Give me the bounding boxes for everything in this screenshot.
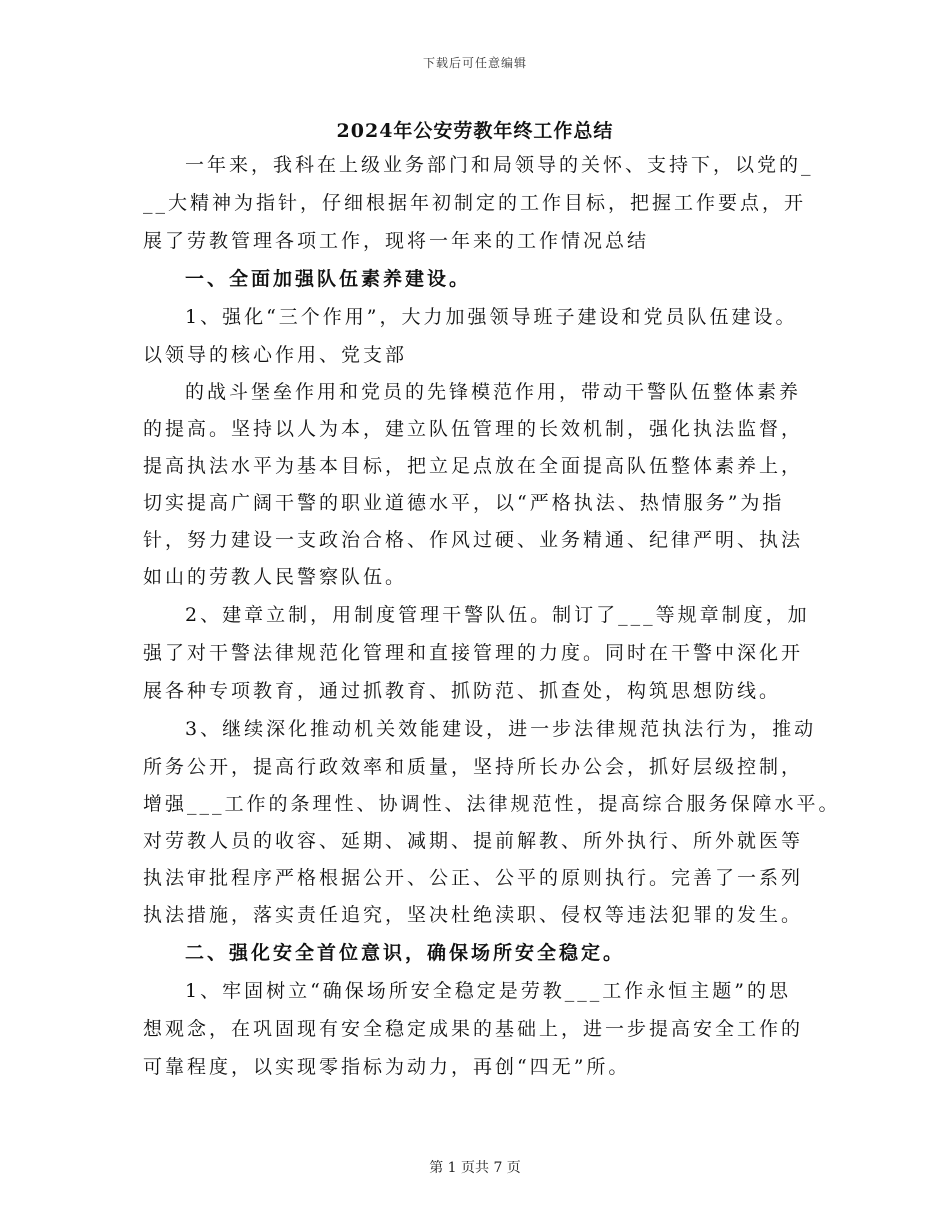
body-line: 2、建章立制，用制度管理干警队伍。制订了___等规章制度，加 [185, 604, 810, 626]
body-line: 对劳教人员的收容、延期、减期、提前解教、所外执行、所外就医等 [143, 830, 804, 852]
section-heading: 一、全面加强队伍素养建设。 [185, 268, 472, 290]
body-line: 执法措施，落实责任追究，坚决杜绝渎职、侵权等违法犯罪的发生。 [143, 904, 804, 926]
body-line: 一年来，我科在上级业务部门和局领导的关怀、支持下，以党的_ [185, 154, 814, 176]
body-line: 可靠程度，以实现零指标为动力，再创“四无”所。 [143, 1056, 631, 1078]
body-line: 想观念，在巩固现有安全稳定成果的基础上，进一步提高安全工作的 [143, 1018, 804, 1040]
body-line: 的提高。坚持以人为本，建立队伍管理的长效机制，强化执法监督， [143, 418, 804, 440]
body-line: 切实提高广阔干警的职业道德水平，以“严格执法、热情服务”为指 [143, 492, 785, 514]
body-line: 执法审批程序严格根据公开、公正、公平的原则执行。完善了一系列 [143, 867, 804, 889]
body-line: 如山的劳教人民警察队伍。 [143, 566, 408, 588]
body-line: 增强___工作的条理性、协调性、法律规范性，提高综合服务保障水平。 [143, 793, 841, 815]
body-line: 的战斗堡垒作用和党员的先锋模范作用，带动干警队伍整体素养 [185, 381, 802, 403]
body-line: 1、强化“三个作用”，大力加强领导班子建设和党员队伍建设。 [185, 306, 798, 328]
page-footer: 第 1 页共 7 页 [429, 1160, 521, 1176]
body-line: __大精神为指针，仔细根据年初制定的工作目标，把握工作要点，开 [143, 192, 807, 214]
document-title: 2024年公安劳教年终工作总结 [336, 120, 614, 142]
body-line: 针，努力建设一支政治合格、作风过硬、业务精通、纪律严明、执法 [143, 529, 804, 551]
section-heading: 二、强化安全首位意识，确保场所安全稳定。 [185, 942, 626, 964]
body-line: 强了对干警法律规范化管理和直接管理的力度。同时在干警中深化开 [143, 642, 804, 664]
body-line: 3、继续深化推动机关效能建设，进一步法律规范执法行为，推动 [185, 718, 817, 740]
body-line: 所务公开，提高行政效率和质量，坚持所长办公会，抓好层级控制， [143, 756, 804, 778]
header-note: 下载后可任意编辑 [422, 56, 527, 70]
body-line: 1、牢固树立“确保场所安全稳定是劳教___工作永恒主题”的思 [185, 980, 792, 1002]
body-line: 提高执法水平为基本目标，把立足点放在全面提高队伍整体素养上， [143, 455, 804, 477]
body-line: 展各种专项教育，通过抓教育、抓防范、抓查处，构筑思想防线。 [143, 680, 782, 702]
body-line: 展了劳教管理各项工作，现将一年来的工作情况总结 [143, 230, 650, 252]
body-line: 以领导的核心作用、党支部 [143, 344, 408, 366]
